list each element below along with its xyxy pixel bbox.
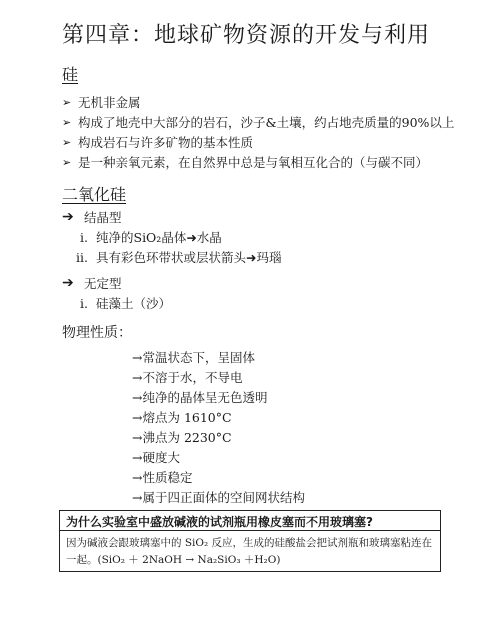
question-answer: 因为碱液会跟玻璃塞中的 SiO₂ 反应，生成的硅酸盐会把试剂瓶和玻璃塞粘连在一起。(SiO₂ ＋ 2NaOH → Na₂SiO₃ ＋H₂O) bbox=[66, 537, 433, 566]
physical-property-item: →熔点为 1610°C bbox=[132, 410, 232, 425]
silicon-bullet: ➢ 构成了地壳中大部分的岩石，沙子&土壤，约占地壳质量的90%以上 bbox=[62, 115, 455, 130]
physical-property-item: →纯净的晶体呈无色透明 bbox=[132, 390, 268, 405]
amorphous-item: i. 硅藻土（沙） bbox=[80, 295, 172, 311]
question-box bbox=[59, 510, 441, 572]
arrowhead-bullet-icon: ➢ bbox=[62, 155, 72, 169]
silicon-bullet: ➢ 构成岩石与许多矿物的基本性质 bbox=[62, 135, 254, 150]
page-title: 第四章：地球矿物资源的开发与利用 bbox=[62, 23, 431, 48]
crystal-type-label: ➔ 结晶型 bbox=[62, 209, 122, 225]
physical-property-item: →属于四正面体的空间网状结构 bbox=[132, 490, 305, 505]
physical-properties-heading: 物理性质： bbox=[62, 325, 132, 341]
right-arrow-icon: ➔ bbox=[62, 209, 74, 225]
silicon-bullet: ➢ 无机非金属 bbox=[62, 95, 141, 110]
physical-property-item: →常温状态下，呈固体 bbox=[132, 350, 255, 365]
question-title: 为什么实验室中盛放碱液的试剂瓶用橡皮塞而不用玻璃塞? bbox=[60, 511, 440, 531]
amorphous-type-label: ➔ 无定型 bbox=[62, 275, 122, 291]
arrowhead-bullet-icon: ➢ bbox=[62, 95, 72, 109]
physical-property-item: →硬度大 bbox=[132, 450, 180, 465]
arrowhead-bullet-icon: ➢ bbox=[62, 115, 72, 129]
physical-property-item: →不溶于水，不导电 bbox=[132, 370, 243, 385]
crystal-item: i. 纯净的SiO₂晶体➜水晶 bbox=[80, 229, 222, 245]
arrowhead-bullet-icon: ➢ bbox=[62, 135, 72, 149]
physical-property-item: →性质稳定 bbox=[132, 470, 193, 485]
silicon-bullet: ➢ 是一种亲氧元素，在自然界中总是与氧相互化合的（与碳不同） bbox=[62, 155, 429, 170]
right-arrow-icon: ➔ bbox=[62, 275, 74, 291]
physical-property-item: →沸点为 2230°C bbox=[132, 430, 232, 445]
section-heading-silicon-dioxide: 二氧化硅 bbox=[62, 185, 127, 204]
crystal-item: ii. 具有彩色环带状或层状箭头➜玛瑙 bbox=[76, 249, 282, 265]
section-heading-silicon: 硅 bbox=[62, 65, 79, 84]
